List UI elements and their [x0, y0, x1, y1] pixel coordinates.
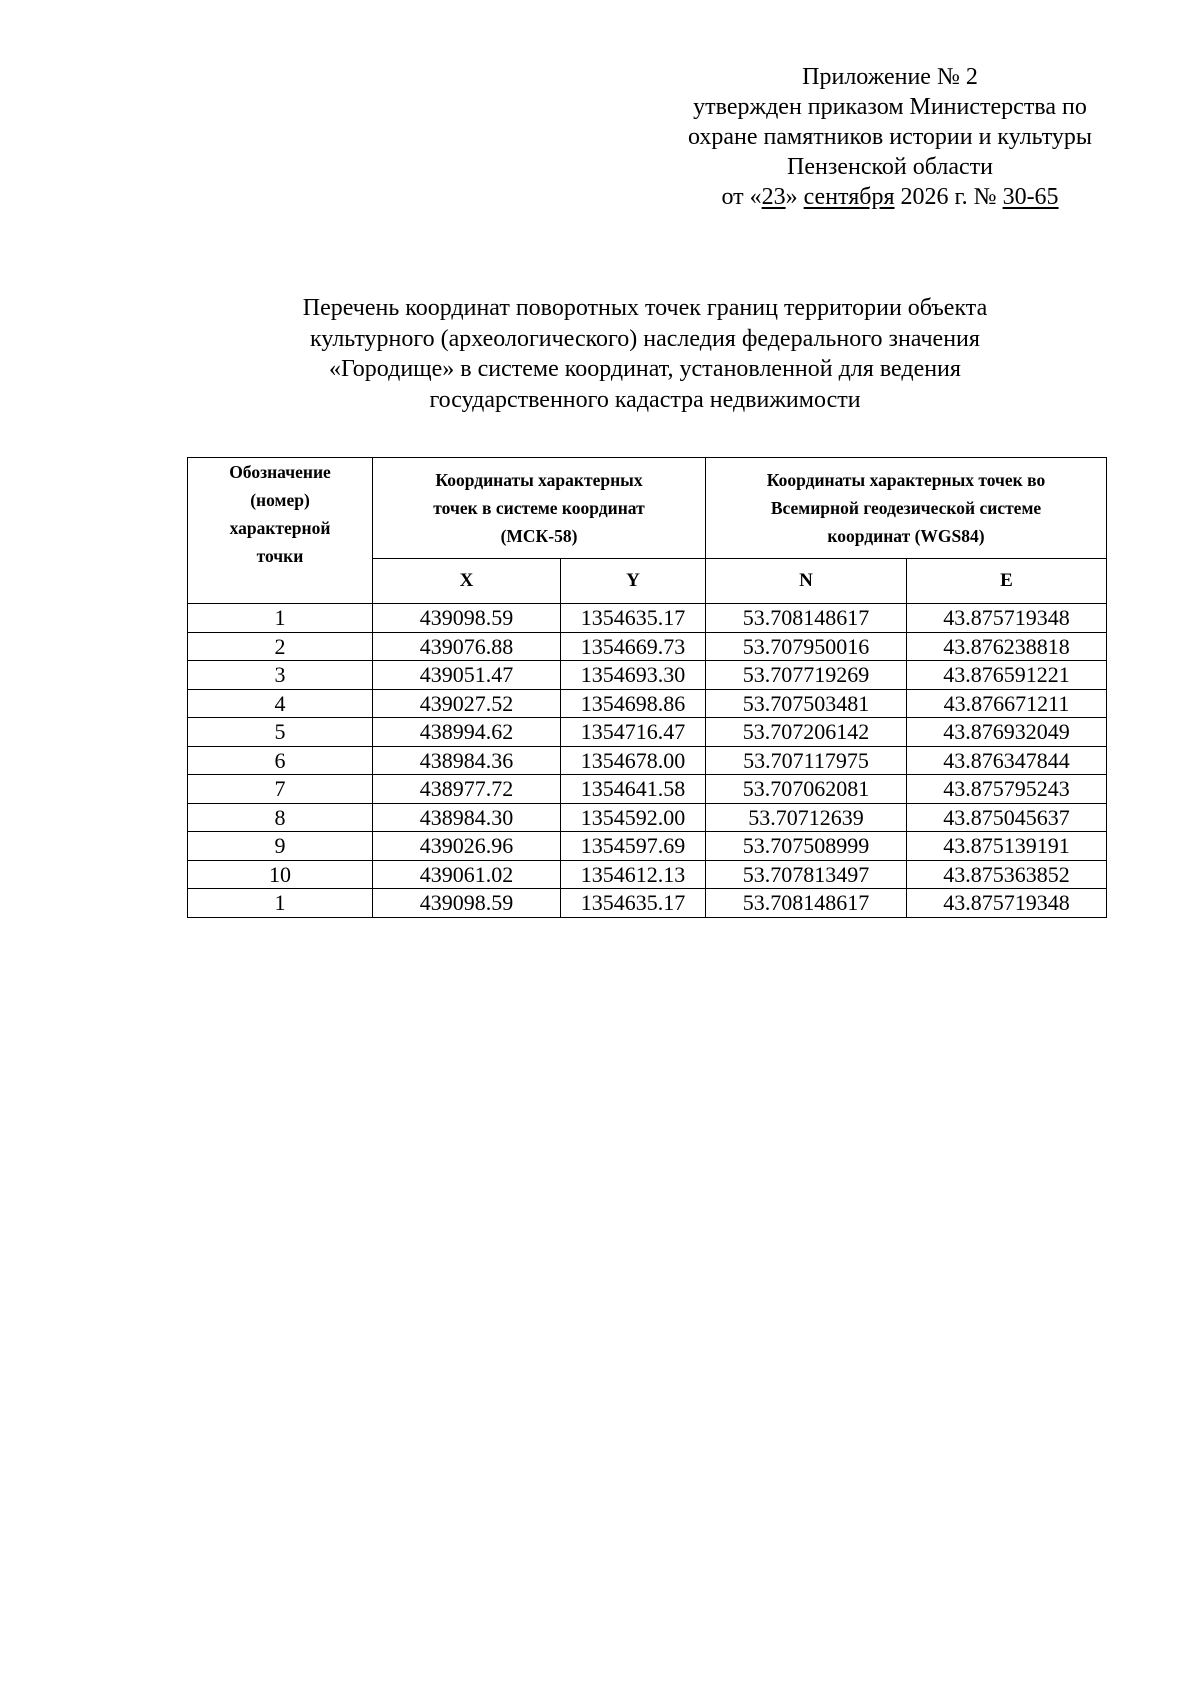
header-wgs84: [706, 458, 1107, 559]
cell-n: 53.708148617: [706, 604, 907, 633]
cell-y: 1354592.00: [561, 803, 706, 832]
cell-x: 439098.59: [373, 889, 561, 918]
cell-e: 43.876932049: [907, 718, 1107, 747]
header-line: координат (WGS84): [827, 526, 985, 546]
cell-x: 439051.47: [373, 661, 561, 690]
title-line: государственного кадастра недвижимости: [429, 386, 861, 413]
cell-y: 1354612.13: [561, 860, 706, 889]
header-line: Обозначение: [229, 462, 331, 482]
table-row: [188, 803, 1107, 832]
date-mid: »: [785, 184, 804, 210]
cell-y: 1354678.00: [561, 746, 706, 775]
cell-point: 9: [188, 832, 373, 861]
cell-n: 53.708148617: [706, 889, 907, 918]
appendix-approved-by: утвержден приказом Министерства по: [693, 94, 1087, 120]
cell-y: 1354635.17: [561, 889, 706, 918]
header-line: (номер): [250, 490, 310, 510]
cell-point: 4: [188, 689, 373, 718]
table-row: [188, 775, 1107, 804]
cell-n: 53.707062081: [706, 775, 907, 804]
cell-e: 43.876347844: [907, 746, 1107, 775]
cell-x: 438984.36: [373, 746, 561, 775]
cell-point: 8: [188, 803, 373, 832]
title-line: культурного (археологического) наследия федерального значения: [310, 325, 980, 352]
table-row: [188, 661, 1107, 690]
cell-y: 1354597.69: [561, 832, 706, 861]
table-row: [188, 689, 1107, 718]
header-x: X: [373, 559, 561, 604]
table-row: [188, 889, 1107, 918]
cell-point: 6: [188, 746, 373, 775]
cell-point: 7: [188, 775, 373, 804]
cell-n: 53.707503481: [706, 689, 907, 718]
cell-x: 439076.88: [373, 632, 561, 661]
date-year: 2026 г. №: [894, 184, 1003, 210]
table-row: [188, 832, 1107, 861]
cell-e: 43.876591221: [907, 661, 1107, 690]
cell-e: 43.875139191: [907, 832, 1107, 861]
cell-point: 10: [188, 860, 373, 889]
cell-y: 1354716.47: [561, 718, 706, 747]
appendix-order-date: [640, 182, 1140, 212]
header-line: точек в системе координат: [433, 498, 645, 518]
appendix-region: Пензенской области: [787, 154, 993, 180]
header-n: N: [706, 559, 907, 604]
cell-point: 5: [188, 718, 373, 747]
date-month: сентября: [803, 184, 895, 210]
cell-point: 1: [188, 604, 373, 633]
title-line: «Городище» в системе координат, установленной для ведения: [329, 356, 961, 382]
header-line: Координаты характерных точек во: [766, 470, 1046, 490]
cell-e: 43.875719348: [907, 889, 1107, 918]
cell-x: 438977.72: [373, 775, 561, 804]
document-title: [170, 293, 1120, 415]
cell-y: 1354635.17: [561, 604, 706, 633]
header-point-number: [188, 458, 373, 604]
table-row: [188, 604, 1107, 633]
cell-n: 53.707950016: [706, 632, 907, 661]
header-line: Координаты характерных: [435, 470, 643, 490]
cell-point: 1: [188, 889, 373, 918]
cell-e: 43.876238818: [907, 632, 1107, 661]
header-line: характерной: [229, 518, 331, 538]
table-header-row: [188, 458, 1107, 559]
cell-n: 53.707719269: [706, 661, 907, 690]
table-row: [188, 746, 1107, 775]
cell-x: 439026.96: [373, 832, 561, 861]
cell-x: 439027.52: [373, 689, 561, 718]
cell-y: 1354669.73: [561, 632, 706, 661]
appendix-header: [640, 62, 1140, 212]
cell-x: 438994.62: [373, 718, 561, 747]
cell-n: 53.70712639: [706, 803, 907, 832]
date-day: 23: [761, 184, 786, 210]
order-number: 30-65: [1002, 184, 1059, 210]
cell-e: 43.876671211: [907, 689, 1107, 718]
cell-y: 1354698.86: [561, 689, 706, 718]
cell-x: 439098.59: [373, 604, 561, 633]
header-msk58: [373, 458, 706, 559]
header-line: точки: [256, 546, 304, 566]
cell-point: 3: [188, 661, 373, 690]
cell-y: 1354693.30: [561, 661, 706, 690]
header-y: Y: [561, 559, 706, 604]
cell-point: 2: [188, 632, 373, 661]
cell-n: 53.707117975: [706, 746, 907, 775]
coordinates-table: [187, 457, 1107, 918]
table-row: [188, 860, 1107, 889]
cell-e: 43.875363852: [907, 860, 1107, 889]
table-row: [188, 718, 1107, 747]
cell-x: 438984.30: [373, 803, 561, 832]
header-line: Всемирной геодезической системе: [770, 498, 1042, 518]
header-e: E: [907, 559, 1107, 604]
title-line: Перечень координат поворотных точек границ территории объекта: [302, 295, 988, 321]
cell-e: 43.875795243: [907, 775, 1107, 804]
cell-n: 53.707206142: [706, 718, 907, 747]
cell-e: 43.875719348: [907, 604, 1107, 633]
cell-e: 43.875045637: [907, 803, 1107, 832]
table-row: [188, 632, 1107, 661]
date-prefix: от «: [721, 184, 762, 210]
cell-n: 53.707813497: [706, 860, 907, 889]
appendix-ministry: охране памятников истории и культуры: [688, 124, 1092, 150]
header-line: (МСК-58): [500, 526, 578, 546]
cell-x: 439061.02: [373, 860, 561, 889]
cell-y: 1354641.58: [561, 775, 706, 804]
appendix-number: Приложение № 2: [802, 64, 978, 90]
cell-n: 53.707508999: [706, 832, 907, 861]
